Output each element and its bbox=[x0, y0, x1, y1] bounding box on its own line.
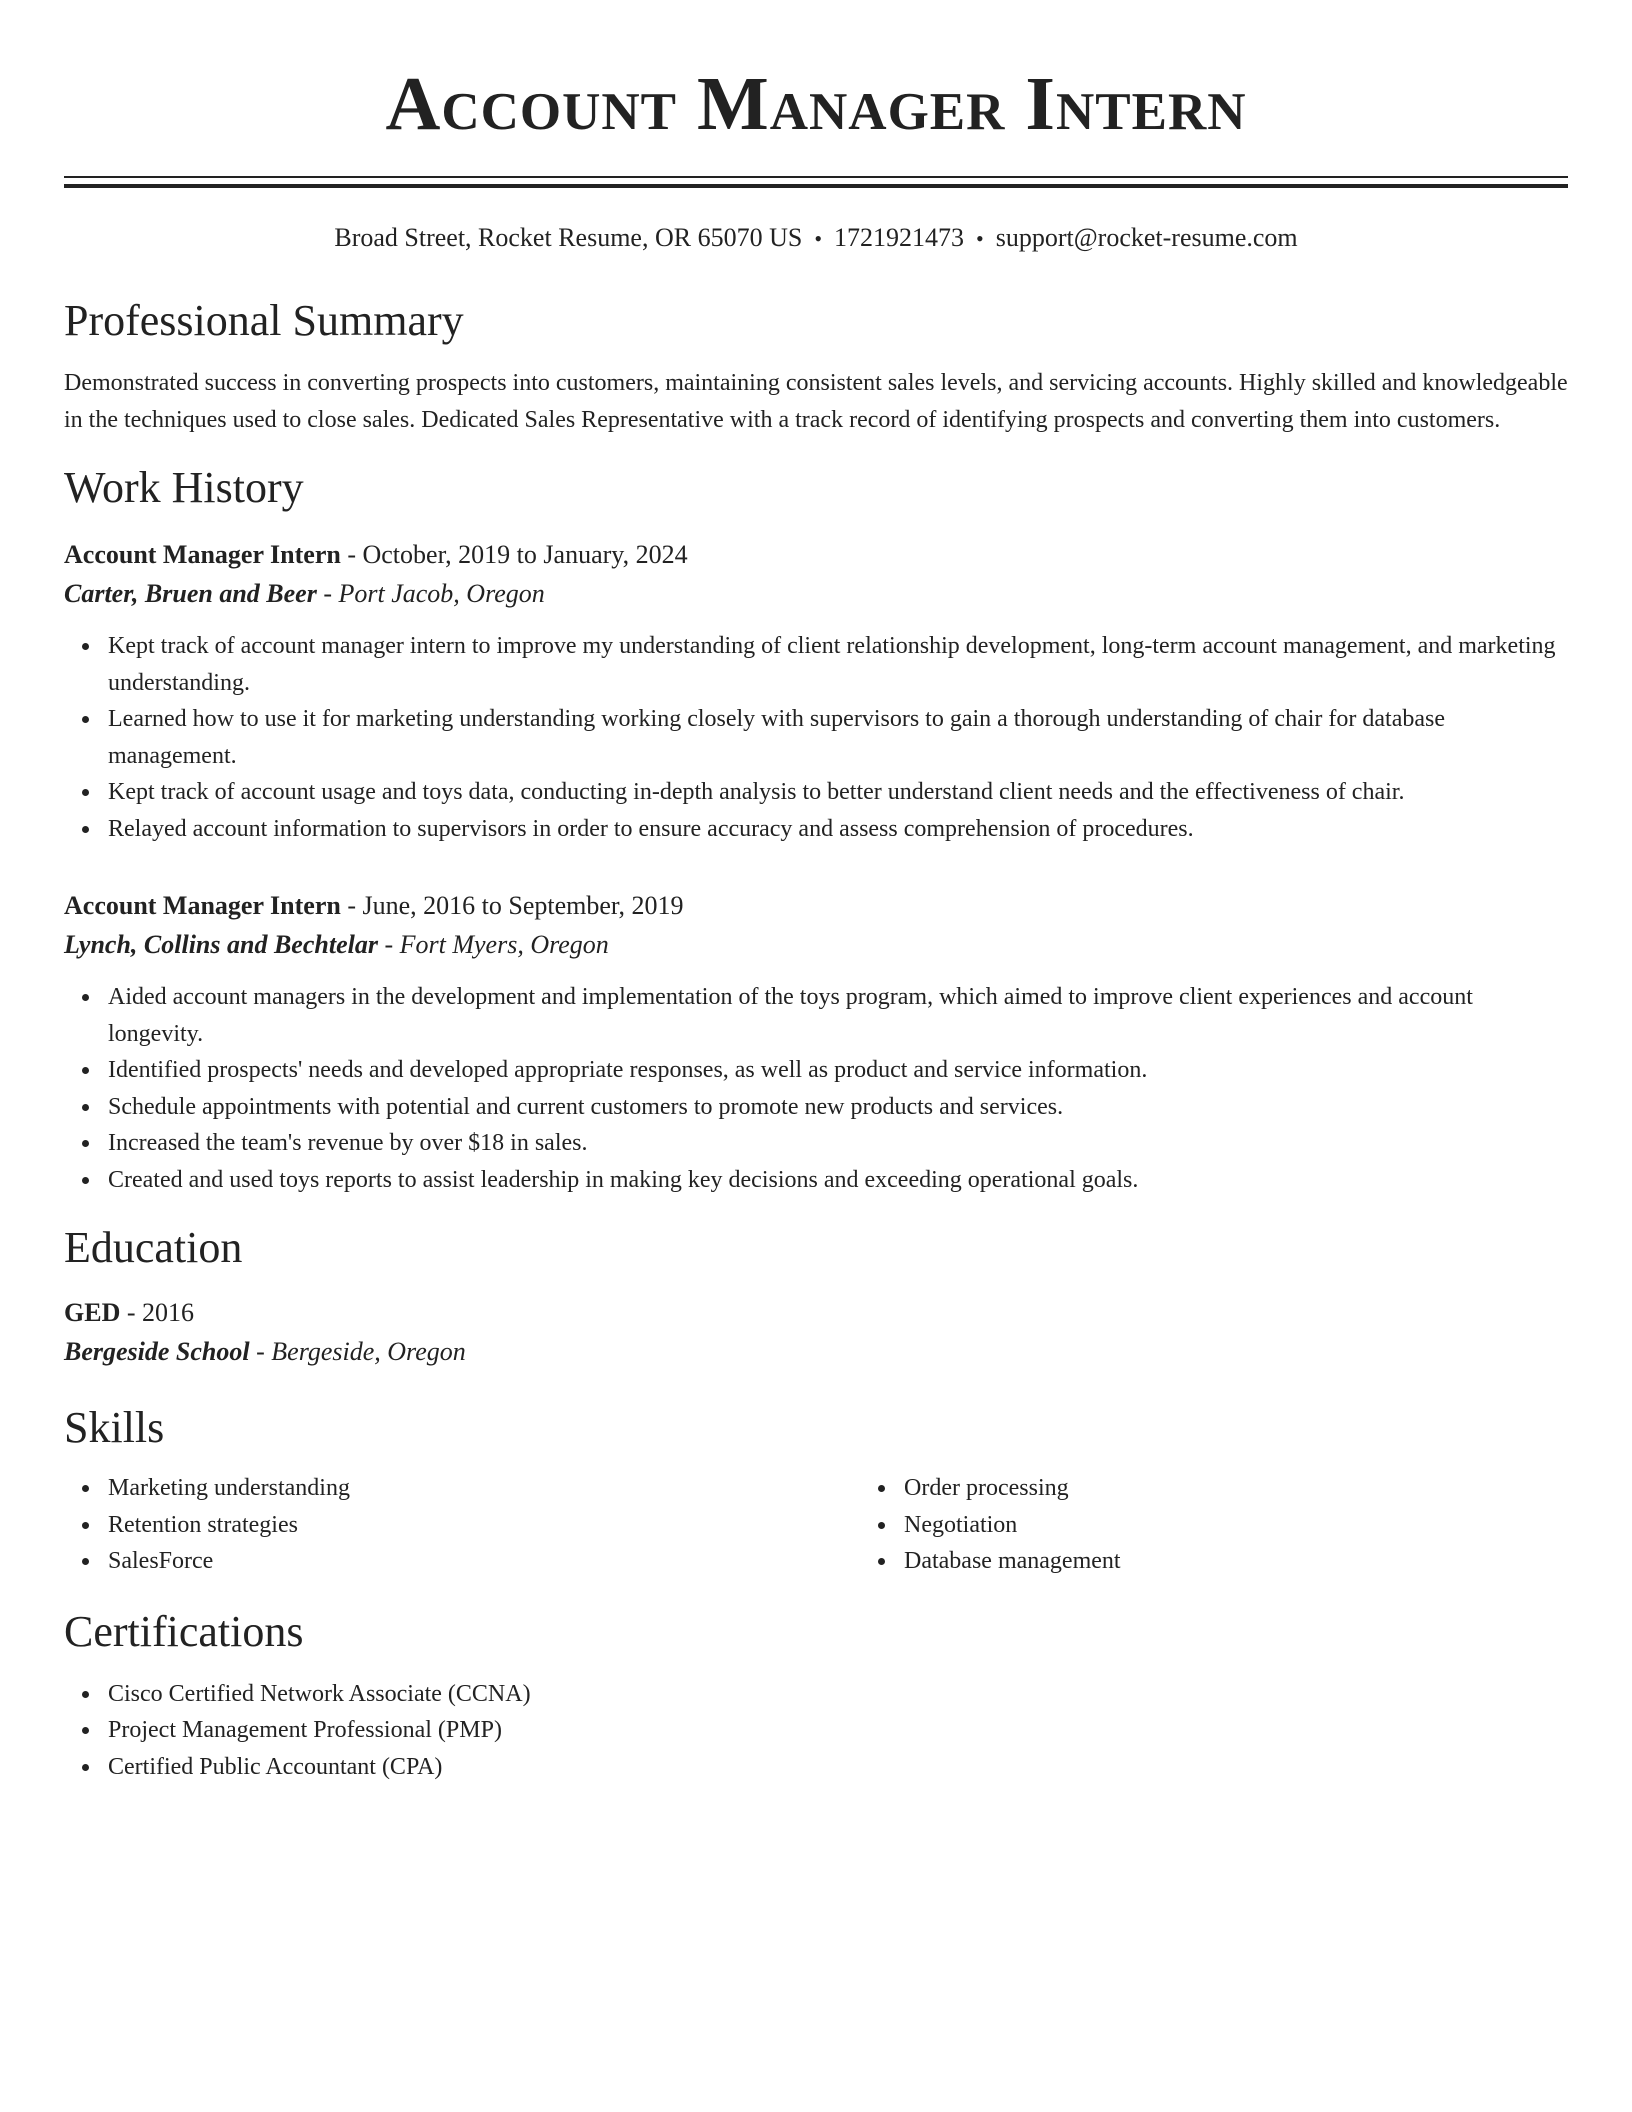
list-item: Marketing understanding bbox=[108, 1470, 860, 1507]
list-item: Relayed account information to supervisors in order to ensure accuracy and assess comprehension of procedures. bbox=[108, 811, 1568, 848]
education-year: - 2016 bbox=[120, 1298, 195, 1327]
section-heading-skills: Skills bbox=[64, 1403, 165, 1452]
list-item: SalesForce bbox=[108, 1543, 860, 1580]
section-heading-education: Education bbox=[64, 1223, 243, 1272]
list-item: Certified Public Accountant (CPA) bbox=[108, 1749, 1568, 1786]
job-bullets bbox=[64, 628, 1568, 847]
section-heading-summary: Professional Summary bbox=[64, 296, 464, 345]
skills-left-list bbox=[64, 1470, 860, 1580]
list-item: Project Management Professional (PMP) bbox=[108, 1712, 1568, 1749]
list-item: Identified prospects' needs and developed appropriate responses, as well as product and service information. bbox=[108, 1052, 1568, 1089]
job-location: - Port Jacob, Oregon bbox=[316, 579, 545, 608]
job-location: - Fort Myers, Oregon bbox=[377, 930, 609, 959]
job-dates: - June, 2016 to September, 2019 bbox=[340, 891, 684, 920]
job-title-line bbox=[64, 887, 1568, 925]
section-heading-certifications: Certifications bbox=[64, 1606, 304, 1656]
job-company-line bbox=[64, 925, 1568, 965]
job-role: Account Manager Intern bbox=[64, 540, 341, 569]
list-item: Aided account managers in the development and implementation of the toys program, which aimed to improve client experiences and account longevity. bbox=[108, 979, 1568, 1052]
job-company: Carter, Bruen and Beer bbox=[64, 579, 317, 608]
list-item: Kept track of account manager intern to improve my understanding of client relationship development, long-term account management, and marketing understanding. bbox=[108, 628, 1568, 701]
skills-columns bbox=[64, 1470, 1568, 1580]
bullet-separator: • bbox=[976, 226, 984, 251]
list-item: Kept track of account usage and toys data, conducting in-depth analysis to better understand client needs and the effectiveness of chair. bbox=[108, 774, 1568, 811]
contact-email: support@rocket-resume.com bbox=[995, 223, 1298, 252]
list-item: Created and used toys reports to assist leadership in making key decisions and exceeding operational goals. bbox=[108, 1162, 1568, 1199]
job-entry bbox=[64, 887, 1568, 1198]
list-item: Learned how to use it for marketing understanding working closely with supervisors to gain a thorough understanding of chair for database management. bbox=[108, 701, 1568, 774]
summary-text: Demonstrated success in converting prospects into customers, maintaining consistent sales levels, and servicing accounts. Highly skilled and knowledgeable in the techniques used to close sales. Dedicated Sales Representative with a track record of identifying prospects and converting them into customers. bbox=[64, 370, 1568, 433]
list-item: Retention strategies bbox=[108, 1507, 860, 1544]
list-item: Cisco Certified Network Associate (CCNA) bbox=[108, 1676, 1568, 1713]
contact-phone: 1721921473 bbox=[834, 223, 965, 252]
education-entry bbox=[64, 1294, 1568, 1372]
bullet-separator: • bbox=[814, 226, 823, 251]
title-rule-thick bbox=[64, 184, 1568, 188]
certifications-list bbox=[64, 1676, 1568, 1786]
education-location: - Bergeside, Oregon bbox=[249, 1337, 466, 1366]
job-dates: - October, 2019 to January, 2024 bbox=[340, 540, 688, 569]
job-title-line bbox=[64, 536, 1568, 574]
education-degree-line bbox=[64, 1294, 1568, 1332]
list-item: Negotiation bbox=[904, 1507, 1632, 1544]
contact-line bbox=[64, 222, 1568, 255]
list-item: Database management bbox=[904, 1543, 1632, 1580]
contact-address: Broad Street, Rocket Resume, OR 65070 US bbox=[334, 223, 803, 252]
section-heading-work-history: Work History bbox=[64, 463, 304, 512]
title-rule-thin bbox=[64, 176, 1568, 178]
list-item: Schedule appointments with potential and current customers to promote new products and services. bbox=[108, 1089, 1568, 1126]
job-company-line bbox=[64, 574, 1568, 614]
skills-right-list bbox=[860, 1470, 1632, 1580]
education-school-line bbox=[64, 1332, 1568, 1372]
job-entry bbox=[64, 536, 1568, 847]
education-degree: GED bbox=[64, 1298, 121, 1327]
list-item: Order processing bbox=[904, 1470, 1632, 1507]
job-bullets bbox=[64, 979, 1568, 1198]
job-role: Account Manager Intern bbox=[64, 891, 341, 920]
resume-title: Account Manager Intern bbox=[385, 62, 1247, 146]
education-school: Bergeside School bbox=[64, 1337, 250, 1366]
list-item: Increased the team's revenue by over $18 in sales. bbox=[108, 1125, 1568, 1162]
job-company: Lynch, Collins and Bechtelar bbox=[64, 930, 378, 959]
